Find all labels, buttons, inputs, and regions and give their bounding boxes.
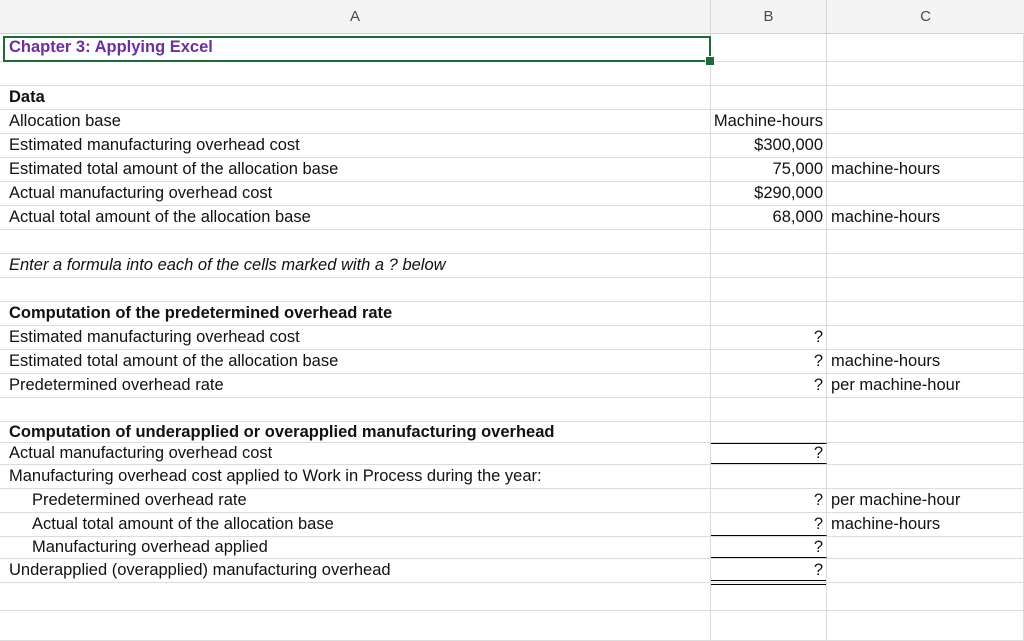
table-row (0, 230, 1024, 254)
table-row (0, 583, 1024, 611)
table-row (0, 489, 1024, 513)
table-row (0, 254, 1024, 278)
column-header-a[interactable]: A (0, 0, 711, 34)
table-row (0, 110, 1024, 134)
cell-a[interactable]: Estimated total amount of the allocation base (0, 350, 711, 373)
cell-c[interactable]: machine-hours (827, 350, 1024, 373)
cell-a[interactable]: Actual manufacturing overhead cost (0, 443, 711, 464)
table-row (0, 34, 1024, 62)
formula-cell-b[interactable]: ? (711, 443, 827, 464)
cell-b[interactable] (711, 422, 827, 442)
cell-c[interactable] (827, 278, 1024, 301)
cell-b[interactable]: 75,000 (711, 158, 827, 181)
cell-a[interactable] (0, 583, 711, 610)
cell-a[interactable]: Estimated manufacturing overhead cost (0, 134, 711, 157)
column-header-c[interactable]: C (827, 0, 1024, 34)
cell-b[interactable] (711, 34, 827, 61)
cell-a[interactable] (0, 611, 711, 640)
cell-c[interactable]: per machine-hour (827, 374, 1024, 397)
cell-b[interactable] (711, 611, 827, 640)
cell-a[interactable]: Predetermined overhead rate (0, 374, 711, 397)
cell-b[interactable] (711, 86, 827, 109)
cell-c[interactable] (827, 134, 1024, 157)
cell-c[interactable] (827, 465, 1024, 488)
table-row (0, 350, 1024, 374)
cell-a[interactable]: Actual total amount of the allocation base (0, 206, 711, 229)
cell-c[interactable] (827, 537, 1024, 558)
cell-c[interactable] (827, 62, 1024, 85)
table-row (0, 398, 1024, 422)
cell-b[interactable] (711, 302, 827, 325)
cell-c[interactable] (827, 34, 1024, 61)
cell-c[interactable] (827, 254, 1024, 277)
cell-b[interactable] (711, 230, 827, 253)
section-heading-data[interactable]: Data (0, 86, 711, 109)
cell-c[interactable] (827, 110, 1024, 133)
table-row (0, 537, 1024, 559)
fill-handle[interactable] (705, 56, 715, 66)
formula-cell-b[interactable]: ? (711, 559, 827, 582)
cell-c[interactable] (827, 422, 1024, 442)
cell-c[interactable] (827, 559, 1024, 582)
cell-c[interactable]: machine-hours (827, 206, 1024, 229)
cell-c[interactable] (827, 443, 1024, 464)
cell-a[interactable] (0, 398, 711, 421)
table-row (0, 443, 1024, 465)
table-row (0, 206, 1024, 230)
cell-c[interactable]: machine-hours (827, 513, 1024, 536)
cell-a[interactable]: Predetermined overhead rate (0, 489, 711, 512)
cell-c[interactable] (827, 230, 1024, 253)
formula-cell-b[interactable]: ? (711, 537, 827, 558)
instruction-cell[interactable]: Enter a formula into each of the cells marked with a ? below (0, 254, 711, 277)
cell-c[interactable] (827, 398, 1024, 421)
table-row (0, 559, 1024, 583)
cell-c[interactable] (827, 326, 1024, 349)
cell-b[interactable] (711, 278, 827, 301)
table-row (0, 134, 1024, 158)
cell-b[interactable]: $300,000 (711, 134, 827, 157)
section-heading-predetermined-rate[interactable]: Computation of the predetermined overhead rate (0, 302, 711, 325)
formula-cell-b[interactable]: ? (711, 350, 827, 373)
cell-c[interactable] (827, 611, 1024, 640)
cell-a[interactable]: Manufacturing overhead applied (0, 537, 711, 558)
formula-cell-b[interactable]: ? (711, 513, 827, 536)
table-row (0, 422, 1024, 443)
cell-c[interactable] (827, 302, 1024, 325)
cell-b[interactable] (711, 465, 827, 488)
table-row (0, 326, 1024, 350)
cell-b[interactable]: $290,000 (711, 182, 827, 205)
cell-b[interactable] (711, 583, 827, 610)
table-row (0, 182, 1024, 206)
cell-a[interactable]: Manufacturing overhead cost applied to Work in Process during the year: (0, 465, 711, 488)
cell-c[interactable]: per machine-hour (827, 489, 1024, 512)
cell-a[interactable] (0, 62, 711, 85)
formula-cell-b[interactable]: ? (711, 326, 827, 349)
formula-cell-b[interactable]: ? (711, 489, 827, 512)
cell-a[interactable]: Actual total amount of the allocation base (0, 513, 711, 536)
table-row (0, 278, 1024, 302)
table-row (0, 62, 1024, 86)
cell-a[interactable]: Estimated manufacturing overhead cost (0, 326, 711, 349)
cell-b[interactable] (711, 398, 827, 421)
cell-a[interactable]: Actual manufacturing overhead cost (0, 182, 711, 205)
cell-a[interactable] (0, 230, 711, 253)
cell-a[interactable] (0, 278, 711, 301)
cell-a[interactable]: Underapplied (overapplied) manufacturing overhead (0, 559, 711, 582)
sheet-title-cell[interactable]: Chapter 3: Applying Excel (0, 34, 711, 61)
cell-b[interactable] (711, 62, 827, 85)
cell-a[interactable]: Allocation base (0, 110, 711, 133)
cell-c[interactable] (827, 182, 1024, 205)
table-row (0, 374, 1024, 398)
formula-cell-b[interactable]: ? (711, 374, 827, 397)
table-row (0, 465, 1024, 489)
cell-a[interactable]: Estimated total amount of the allocation base (0, 158, 711, 181)
table-row (0, 513, 1024, 537)
cell-c[interactable] (827, 583, 1024, 610)
cell-c[interactable]: machine-hours (827, 158, 1024, 181)
table-row (0, 611, 1024, 641)
column-header-b[interactable]: B (711, 0, 827, 34)
cell-b[interactable] (711, 254, 827, 277)
cell-b[interactable]: 68,000 (711, 206, 827, 229)
table-row (0, 302, 1024, 326)
table-row (0, 158, 1024, 182)
table-row (0, 86, 1024, 110)
cell-c[interactable] (827, 86, 1024, 109)
cell-b[interactable]: Machine-hours (711, 110, 827, 133)
section-heading-underapplied[interactable]: Computation of underapplied or overapplied manufacturing overhead (0, 422, 711, 442)
